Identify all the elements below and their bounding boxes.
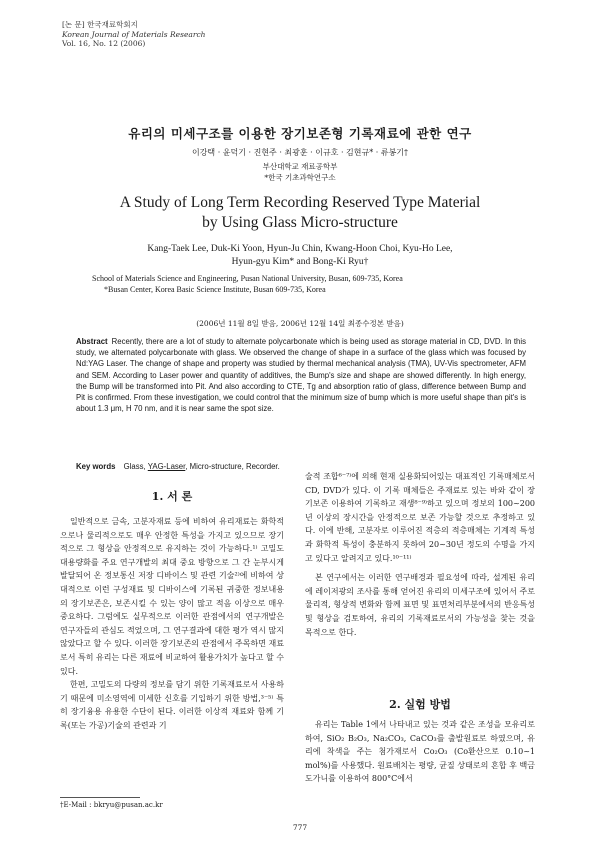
korean-title: 유리의 미세구조를 이용한 장기보존형 기록재료에 관한 연구 <box>128 126 472 141</box>
abstract <box>76 336 526 414</box>
english-affiliation-1: School of Materials Science and Engineering, Pusan National University, Busan, 609-735, Korea <box>92 274 403 283</box>
korean-authors: 이강택 · 윤덕기 · 진현주 · 최광훈 · 이규호 · 김현규* · 류봉기† <box>191 148 409 157</box>
section-1-paragraph-1: 일반적으로 금속, 고분자재료 등에 비하여 유리재료는 화학적으로나 물리적으로도 매우 안정한 특성을 가지고 있으므로 장기적으로 그 형상을 안정적으로 유지하는 것이 가능하다.¹⁾ 고밀도 대용량화를 주요 연구개발의 최대 중요 방향으로 그 간 눈부시게 발달되어 온 정보통신 저장 디바이스 및 관련 기술²⁾에 비하여 상대적으로 이런 구성재료 및 디바이스에 기록된 귀중한 정보내용의 장기보존은, 보존시킬 수 있는 양이 많고 적음 이상으로 매우 중요하다. 그럼에도 실무적으로 이러한 관점에서의 연구개발은 연구자들의 관심도 적었으며, 그 연구결과에 대한 평가 역시 많지 않았다고 할 수 있다. 이러한 장기보존의 관점에서 주목하면 재료로서 특히 유리는 다른 재료에 비교하여 활용가치가 높다고 할 수 있다. <box>60 517 284 676</box>
journal-line-1: [논 문] 한국재료학회지 <box>62 20 138 29</box>
section-1-heading: 1. 서 론 <box>151 490 193 503</box>
keywords-underlined: YAG-Laser <box>147 462 186 471</box>
journal-line-2: Korean Journal of Materials Research <box>62 29 206 39</box>
english-title <box>0 193 600 233</box>
keywords-after: , Micro-structure, Recorder. <box>185 462 280 471</box>
section-2-heading: 2. 실험 방법 <box>389 698 451 711</box>
right-column-paragraph-1: 술적 조합⁶⁻⁷⁾에 의해 현재 실용화되어있는 대표적인 기록매체로서 CD, DVD가 있다. 이 기록 매체들은 주재료로 있는 바와 같이 장기보존 이용하여 기록하고 재생⁸⁻⁹⁾하고 있으며 정보의 100~200년 이상의 장시간을 안정적으로 보존 가능할 것으로 추정하고 있다. 이에 반해, 고분자로 이루어진 적층의 적층매체는 기계적 특성과 화학적 특성이 충분하지 못하여 20~30년 정도의 수명을 가지고 있다고 알려지고 있다.¹⁰⁻¹¹⁾ <box>305 472 535 563</box>
keywords-before: Glass, <box>123 462 146 471</box>
english-authors-line-1: Kang-Taek Lee, Duk-Ki Yoon, Hyun-Ju Chin, Kwang-Hoon Choi, Kyu-Ho Lee, <box>147 244 453 254</box>
right-column-paragraph-2: 본 연구에서는 이러한 연구배경과 필요성에 따라, 설계된 유리에 레이저광의 조사를 통해 얻어진 유리의 미세구조에 있어서 주로 물리적, 형상적 변화와 함께 표면 및 표면처리부분에서의 반응특성 및 형상을 검토하여, 유리의 기록재료로서의 가능성을 찾는 것을 목적으로 한다. <box>305 573 535 637</box>
footnote-rule <box>60 797 140 798</box>
received-dates: (2006년 11월 8일 받음, 2006년 12월 14일 최종수정본 받음) <box>196 319 404 328</box>
abstract-text: Recently, there are a lot of study to alternate polycarbonate which is being used as storage material in CD, DVD. In this study, we alternated polycarbonate with glass. We observed the change of shape in a surface of the glass which was focused by Nd:YAG Laser. The change of shape and property was studied by thermal mechanical analysis (TMA), UV-Vis spectrometer, AFM and SEM. According to Laser power and quantity of additives, the Bump's size and shape are showed differently. In high energy, the Bump will be transformed into Pit. And also according to CTE, Tg and absorption ratio of glass, difference between Bump and Pit is confirmed. From these investigation, we could control that the minimum size of bump which is more useful shape than pit's is about 1.3 μm, H 70 nm, and it is near same the spot size. <box>76 337 526 414</box>
korean-affiliation-1: 부산대학교 재료공학부 <box>262 162 338 171</box>
korean-affiliation-2: *한국 기초과학연구소 <box>264 173 336 182</box>
page-number: 777 <box>292 823 308 832</box>
section-2-paragraph-1: 유리는 Table 1에서 나타내고 있는 것과 같은 조성을 모유리로 하여, SiO₂ B₂O₃, Na₂CO₃, CaCO₃를 출발원료로 하였으며, 유리에 착색을 주는 첨가재로서 Co₂O₃ (Co환산으로 0.10~1 mol%)를 사용했다. 원료배치는 평량, 균질 상태로의 혼합 후 백금도가니를 이용하여 800°C에서 <box>305 720 535 784</box>
abstract-label: Abstract <box>76 337 108 346</box>
journal-header <box>62 20 205 49</box>
english-affiliations <box>92 274 532 295</box>
journal-line-3: Vol. 16, No. 12 (2006) <box>62 39 146 48</box>
left-column <box>60 515 284 733</box>
right-column <box>305 470 535 639</box>
korean-affiliations <box>0 161 600 183</box>
english-title-line-1: A Study of Long Term Recording Reserved Type Material <box>119 194 481 211</box>
english-affiliation-2: *Busan Center, Korea Basic Science Institute, Busan 609-735, Korea <box>104 284 326 294</box>
english-authors <box>0 243 600 269</box>
english-authors-line-2: Hyun-gyu Kim* and Bong-Ki Ryu† <box>231 257 369 267</box>
section-1-paragraph-2: 한편, 고밀도의 다량의 정보를 담기 위한 기록재료로서 사용하기 때문에 미소영역에 미세한 신호를 기입하기 위한 방법,³⁻⁵⁾ 특히 장기융용 유용한 수단이 된다. 이러한 이상적 재료와 함께 기록(또는 가공)기술의 관련과 기 <box>60 680 284 730</box>
section-2-body <box>305 718 535 786</box>
keywords-label: Key words <box>76 462 116 471</box>
english-title-line-2: by Using Glass Micro-structure <box>202 214 398 231</box>
footnote: †E-Mail : bkryu@pusan.ac.kr <box>60 801 163 809</box>
